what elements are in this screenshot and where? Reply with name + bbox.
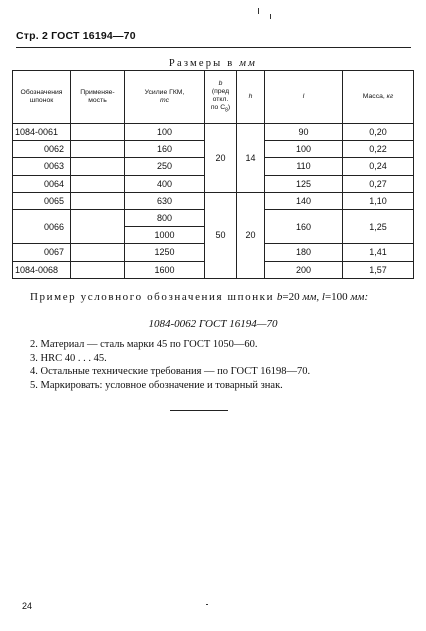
cell-force: 100 [125,124,205,141]
example-b-value: =20 [282,291,300,303]
example-b-unit: мм, [302,291,320,303]
cell-applicability [71,141,125,158]
cell-l: 160 [265,209,343,243]
example-b-var: b [276,291,283,303]
note-item: 5. Маркировать: условное обозначение и товарный знак. [30,379,283,391]
dimensions-table [12,70,414,279]
cell-b: 20 [205,124,237,193]
cell-mass: 0,22 [343,141,414,158]
cell-applicability [71,261,125,278]
cell-code: 0062 [13,141,71,158]
designation-example: 1084-0062 ГОСТ 16194—70 [148,318,278,330]
cell-code: 0066 [13,209,71,243]
cell-code: 0064 [13,175,71,192]
cell-force: 630 [125,192,205,209]
cell-force: 400 [125,175,205,192]
page-header: Стр. 2 ГОСТ 16194—70 [16,30,136,42]
cell-l: 110 [265,158,343,175]
cell-l: 200 [265,261,343,278]
example-l-unit: мм: [350,291,369,303]
note-item: 2. Материал — сталь марки 45 по ГОСТ 1050—60. [30,339,258,350]
cell-l: 125 [265,175,343,192]
cell-code: 1084-0061 [13,124,71,141]
scan-speck [258,8,259,14]
cell-applicability [71,209,125,243]
caption-unit: мм [239,58,258,69]
note-item: 3. HRC 40 . . . 45. [30,352,107,364]
cell-mass: 0,20 [343,124,414,141]
table-caption [0,58,426,69]
header-l: l [265,71,343,124]
example-l-var: l [321,291,325,303]
table-header-row [13,71,414,124]
cell-applicability [71,124,125,141]
end-rule [170,410,228,411]
cell-code: 0063 [13,158,71,175]
cell-mass: 1,41 [343,244,414,261]
cell-force: 800 [125,209,205,226]
header-h: h [237,71,265,124]
cell-mass: 1,10 [343,192,414,209]
cell-l: 100 [265,141,343,158]
example-paragraph [30,289,398,305]
cell-applicability [71,192,125,209]
cell-h: 20 [237,192,265,278]
header-rule [16,47,411,48]
cell-applicability [71,244,125,261]
cell-l: 90 [265,124,343,141]
example-lead: Пример условного обозначения шпонки [30,291,275,303]
table-row [13,192,414,209]
header-force: Усилие ГКМ, тс [125,71,205,124]
cell-force: 160 [125,141,205,158]
page-number: 24 [22,601,33,611]
cell-h: 14 [237,124,265,193]
cell-force: 250 [125,158,205,175]
cell-applicability [71,175,125,192]
cell-force: 1250 [125,244,205,261]
cell-code: 0067 [13,244,71,261]
header-b: b (пред откл. по $C_8$) [205,71,237,124]
cell-force: 1000 [125,227,205,244]
cell-mass: 0,27 [343,175,414,192]
scan-speck [270,14,271,19]
cell-code: 0065 [13,192,71,209]
caption-label: Размеры в [168,58,235,69]
notes-list [30,338,310,392]
cell-code: 1084-0068 [13,261,71,278]
cell-mass: 0,24 [343,158,414,175]
cell-mass: 1,25 [343,209,414,243]
cell-l: 140 [265,192,343,209]
cell-mass: 1,57 [343,261,414,278]
header-designation: Обозначения шпонок [13,71,71,124]
cell-b: 50 [205,192,237,278]
cell-applicability [71,158,125,175]
header-mass: Масса, кг [343,71,414,124]
table-row [13,124,414,141]
header-applicability: Применяе- мость [71,71,125,124]
note-item: 4. Остальные технические требования — по ГОСТ 16198—70. [30,366,311,377]
scan-speck [206,604,208,605]
example-l-value: =100 [324,291,348,303]
cell-force: 1600 [125,261,205,278]
cell-l: 180 [265,244,343,261]
